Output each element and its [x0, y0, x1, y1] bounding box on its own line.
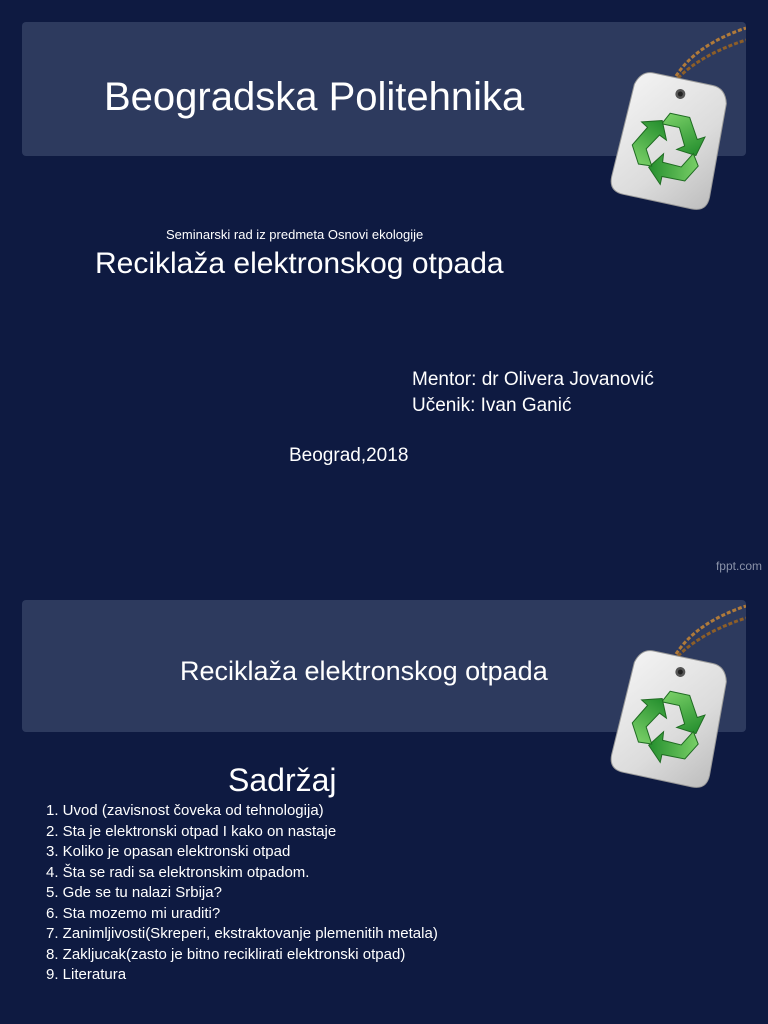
- toc-heading: Sadržaj: [228, 762, 337, 798]
- page-title: Beogradska Politehnika: [104, 75, 525, 119]
- recycle-tag-icon: [596, 18, 746, 218]
- watermark: fppt.com: [715, 559, 762, 573]
- toc-item: 2. Sta je elektronski otpad I kako on nastaje: [46, 822, 337, 840]
- seminar-subtitle: Seminarski rad iz predmeta Osnovi ekologije: [166, 227, 424, 242]
- slide-contents: [0, 580, 768, 1024]
- toc-item: 8. Zakljucak(zasto je bitno reciklirati elektronski otpad): [46, 945, 406, 963]
- toc-item: 7. Zanimljivosti(Skreperi, ekstraktovanje plemenitih metala): [46, 925, 438, 942]
- toc-item: 1. Uvod (zavisnost čoveka od tehnologija): [46, 802, 324, 819]
- mentor-line: Mentor: dr Olivera Jovanović: [412, 369, 654, 390]
- toc-item: 5. Gde se tu nalazi Srbija?: [46, 884, 222, 901]
- toc-item: 6. Sta mozemo mi uraditi?: [46, 904, 221, 922]
- recycle-tag-icon: [596, 596, 746, 796]
- city-year: Beograd,2018: [289, 445, 409, 466]
- seminar-topic: Reciklaža elektronskog otpada: [95, 247, 504, 280]
- student-line: Učenik: Ivan Ganić: [412, 395, 572, 416]
- slide-title: Reciklaža elektronskog otpada: [180, 656, 548, 686]
- toc-item: 4. Šta se radi sa elektronskim otpadom.: [46, 863, 310, 881]
- toc-list: [46, 801, 438, 986]
- toc-item: 9. Literatura: [46, 966, 127, 983]
- toc-item: 3. Koliko je opasan elektronski otpad: [46, 843, 291, 860]
